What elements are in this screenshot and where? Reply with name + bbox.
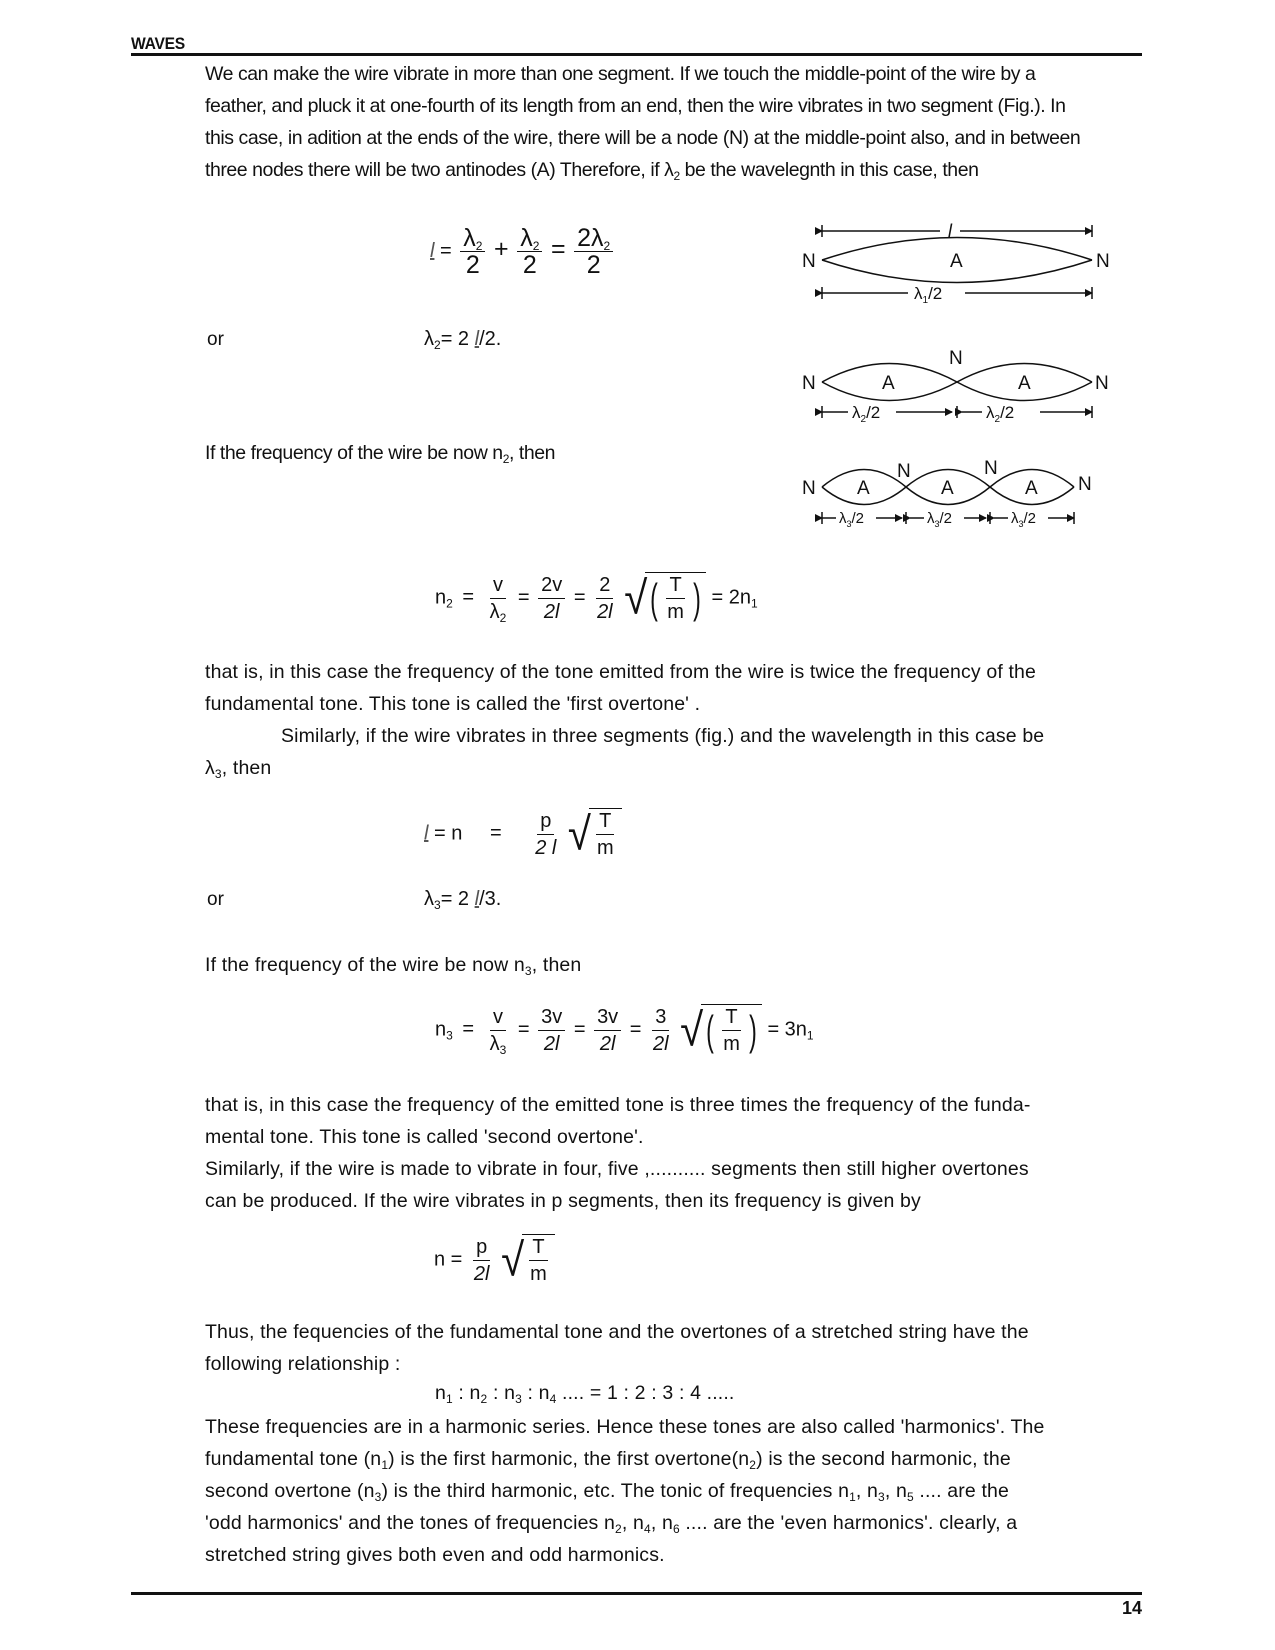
svg-text:λ1/2: $\lambda_1/2$ <box>914 284 943 306</box>
svg-text:λ2/2: $\lambda_2/2$ <box>986 403 1015 425</box>
running-header: WAVES <box>131 34 185 53</box>
footer-rule <box>131 1592 1142 1595</box>
or-label: or <box>207 889 224 910</box>
intro-line: feather, and pluck it at one-fourth of its length from an end, then the wire vibrates in two segment (Fig.). In <box>205 95 1066 117</box>
svg-text:N: N <box>802 251 816 272</box>
equation-n2: $n_2$ = $\frac{v}{\lambda_2}$ = $\frac{2v}{2l}$ = $\frac{2}{2l}$ √ ( $\frac{T}{m}$ ) = $2n_1$ <box>435 571 758 625</box>
svg-text:A: A <box>857 478 870 499</box>
or-label: or <box>207 329 224 350</box>
equation-length-two-segments: l = $\frac{\lambda_2}{2}$ + $\frac{\lambda_2}{2}$ = $\frac{2\lambda_2}{2}$ <box>430 226 616 277</box>
svg-text:l: l <box>948 221 952 241</box>
svg-text:N: N <box>1095 373 1109 394</box>
svg-text:N: N <box>1096 251 1110 272</box>
intro-line: We can make the wire vibrate in more than one segment. If we touch the middle-point of the wire by a <box>205 63 1036 85</box>
equation-general-frequency: n = $\frac{p}{2l}$ √ $\frac{T}{m}$ <box>434 1234 555 1286</box>
harmonics-paragraph: These frequencies are in a harmonic series. Hence these tones are also called 'harmonics'. The fundamental tone $(n_1)$ is the first harmonic, the first $overtone(n_2)$ is the second harmonic, the second overtone $(n_3)$ is the third harmonic, etc. The tonic of frequencies $n_1$, $n_3$, $n_5$ .... are the 'odd harmonics' and the tones of frequencies $n_2$, $n_4$, $n_6$ .... are the 'even harmonics'. clearly, a stretched string gives both even and odd harmonics. <box>205 1416 1045 1566</box>
diagram-first-overtone <box>822 364 1092 419</box>
svg-text:λ3/2: $\lambda_3/2$ <box>839 510 865 529</box>
relationship-paragraph: Thus, the fequencies of the fundamental tone and the overtones of a stretched string have the following relationship : <box>205 1321 1029 1375</box>
frequency-n3-intro: If the frequency of the wire be now $n_3$, then <box>205 954 582 978</box>
svg-text:N: N <box>1078 474 1092 495</box>
svg-text:A: A <box>950 251 963 272</box>
svg-text:A: A <box>1018 373 1031 394</box>
svg-text:N: N <box>802 373 816 394</box>
svg-text:λ3/2: $\lambda_3/2$ <box>1011 510 1037 529</box>
intro-line: this case, in adition at the ends of the wire, there will be a node (N) at the middle-point also, and in between <box>205 127 1081 149</box>
intro-paragraph <box>205 58 1143 186</box>
header-rule <box>131 53 1142 56</box>
equation-n3: $n_3$ = $\frac{v}{\lambda_3}$ = $\frac{3v}{2l}$ = $\frac{3v}{2l}$ = $\frac{3}{2l}$ √ ( $\frac{T}{m}$ ) = $3n_1$ <box>435 1003 814 1057</box>
equation-lambda3: $\lambda_3= 2$ l/3. <box>424 888 502 912</box>
svg-text:N: N <box>949 348 963 369</box>
intro-line: three nodes there will be two antinodes (A) Therefore, if $\lambda_2$ be the wavelegnth in this case, then <box>205 159 979 183</box>
frequency-n2-intro: If the frequency of the wire be now $n_2$, then <box>205 442 556 466</box>
svg-text:λ3/2: $\lambda_3/2$ <box>927 510 953 529</box>
page-number: 14 <box>1121 1598 1142 1618</box>
second-overtone-paragraph: that is, in this case the frequency of the emitted tone is three times the frequency of the funda- mental tone. This tone is called 'second overtone'. Similarly, if the wire is made to vibrate in four, five ,.......... segments then still higher overtones can be produced. If the wire vibrates in p segments, then its frequency is given by <box>205 1094 1031 1212</box>
equation-lambda2: $\lambda_2= 2$ l/2. <box>424 328 502 352</box>
svg-text:A: A <box>941 478 954 499</box>
svg-text:N: N <box>897 461 911 482</box>
svg-text:A: A <box>882 373 895 394</box>
equation-length-three-segments: l = n = $\frac{p}{2 l}$ √ $\frac{T}{m}$ <box>424 808 622 860</box>
svg-text:λ2/2: $\lambda_2/2$ <box>852 403 881 425</box>
harmonic-ratio: $n_1$ : $n_2$ : $n_3$ : $n_4$ .... = 1 : 2 : 3 : 4 ..... <box>435 1382 735 1406</box>
standing-wave-figure <box>800 200 1130 530</box>
svg-text:N: N <box>802 478 816 499</box>
svg-text:A: A <box>1025 478 1038 499</box>
svg-text:N: N <box>984 458 998 479</box>
first-overtone-paragraph: that is, in this case the frequency of the tone emitted from the wire is twice the frequency of the fundamental tone. This tone is called the 'first overtone' . Similarly, if the wire vibrates in three segments (fig.) and the wavelength in this case be $\lambda_3$, then <box>205 661 1045 781</box>
